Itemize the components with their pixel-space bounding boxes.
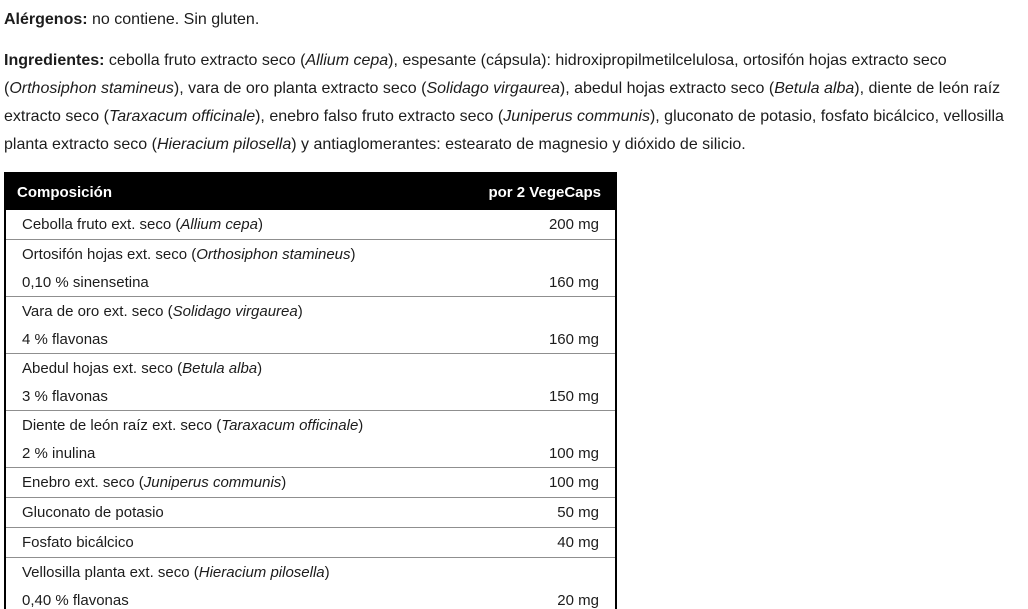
ingredient-name: Diente de león raíz ext. seco (Taraxacum officinale): [22, 416, 364, 434]
table-row: [6, 497, 615, 527]
ingredient-name: Gluconato de potasio: [22, 504, 164, 521]
table-row: [6, 410, 615, 467]
ingredients-text: ), diente de león raíz extracto seco (: [4, 80, 1001, 125]
row-name-line: [22, 411, 599, 439]
allergens-paragraph: [4, 6, 1020, 34]
latin-name: Solidago virgaurea: [172, 302, 298, 320]
ingredient-name: Enebro ext. seco (Juniperus communis): [22, 474, 287, 491]
ingredient-amount: 20 mg: [557, 591, 599, 609]
table-row: [6, 296, 615, 353]
ingredient-amount: 100 mg: [548, 474, 599, 491]
ingredient-name: Vara de oro ext. seco (Solidago virgaurea): [22, 302, 303, 320]
latin-name: Orthosiphon stamineus: [196, 245, 351, 263]
row-name-line: [22, 240, 599, 268]
ingredient-standardization: 0,40 % flavonas: [22, 591, 129, 609]
row-sub-line: [22, 382, 599, 410]
table-row: [6, 353, 615, 410]
ingredients-text: ) y antiaglomerantes: estearato de magnesio y dióxido de silicio.: [291, 136, 746, 153]
latin-name: Allium cepa: [305, 52, 389, 69]
latin-name: Taraxacum officinale: [108, 108, 256, 125]
latin-name: Juniperus communis: [143, 474, 282, 491]
table-row: [6, 557, 615, 609]
row-name-line: [22, 354, 599, 382]
row-name-line: [22, 498, 599, 527]
ingredient-standardization: 4 % flavonas: [22, 330, 108, 348]
ingredients-text: ), abedul hojas extracto seco (: [559, 80, 775, 97]
row-name-line: [22, 297, 599, 325]
ingredient-standardization: 3 % flavonas: [22, 387, 108, 405]
row-name-line: [22, 558, 599, 586]
row-name-line: [22, 468, 599, 497]
row-sub-line: [22, 439, 599, 467]
table-row: [6, 239, 615, 296]
table-row: [6, 527, 615, 557]
ingredient-name: Vellosilla planta ext. seco (Hieracium pilosella): [22, 563, 330, 581]
ingredients-paragraph: [4, 47, 1020, 159]
ingredient-name: Ortosifón hojas ext. seco (Orthosiphon stamineus): [22, 245, 356, 263]
latin-name: Solidago virgaurea: [426, 80, 560, 97]
latin-name: Hieracium pilosella: [156, 136, 292, 153]
row-sub-line: [22, 268, 599, 296]
ingredient-standardization: 0,10 % sinensetina: [22, 273, 149, 291]
ingredient-amount: 160 mg: [548, 273, 599, 291]
ingredient-amount: 100 mg: [548, 444, 599, 462]
ingredient-amount: 150 mg: [548, 387, 599, 405]
composition-table-header: [6, 174, 615, 210]
latin-name: Allium cepa: [180, 216, 258, 233]
allergens-label: Alérgenos:: [4, 11, 88, 28]
composition-table-body: [6, 210, 615, 609]
ingredient-name: Abedul hojas ext. seco (Betula alba): [22, 359, 263, 377]
ingredient-amount: 200 mg: [548, 216, 599, 233]
latin-name: Betula alba: [182, 359, 258, 377]
composition-title: Composición: [17, 183, 113, 201]
latin-name: Hieracium pilosella: [198, 563, 325, 581]
row-sub-line: [22, 586, 599, 609]
ingredients-text: ), vara de oro planta extracto seco (: [173, 80, 427, 97]
composition-table: [4, 172, 617, 609]
ingredients-text: cebolla fruto extracto seco (: [104, 52, 306, 69]
ingredients-text: ), gluconato de potasio, fosfato bicálcico, vellosilla planta extracto seco (: [4, 108, 1004, 153]
row-sub-line: [22, 325, 599, 353]
row-name-line: [22, 210, 599, 239]
table-row: [6, 210, 615, 239]
row-name-line: [22, 528, 599, 557]
ingredient-amount: 50 mg: [557, 504, 599, 521]
ingredient-standardization: 2 % inulina: [22, 444, 96, 462]
ingredient-amount: 40 mg: [557, 534, 599, 551]
serving-size-label: por 2 VegeCaps: [488, 183, 601, 201]
ingredient-name: Cebolla fruto ext. seco (Allium cepa): [22, 216, 263, 233]
latin-name: Orthosiphon stamineus: [9, 80, 174, 97]
latin-name: Betula alba: [774, 80, 855, 97]
ingredient-name: Fosfato bicálcico: [22, 534, 134, 551]
latin-name: Taraxacum officinale: [221, 416, 359, 434]
ingredients-text: ), enebro falso fruto extracto seco (: [255, 108, 504, 125]
ingredients-text: ), espesante (cápsula): hidroxipropilmetilcelulosa, ortosifón hojas extracto seco (: [4, 52, 947, 97]
ingredients-label: Ingredientes:: [4, 52, 105, 69]
latin-name: Juniperus communis: [503, 108, 650, 125]
table-row: [6, 467, 615, 497]
ingredient-amount: 160 mg: [548, 330, 599, 348]
allergens-text: no contiene. Sin gluten.: [87, 11, 260, 28]
